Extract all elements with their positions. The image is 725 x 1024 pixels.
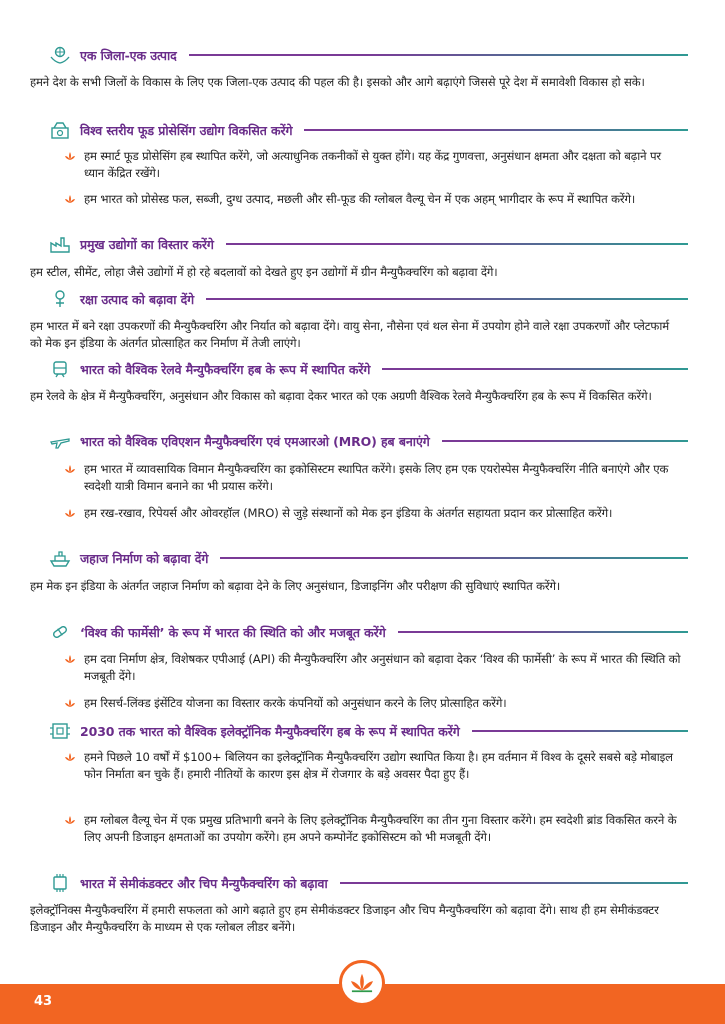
section-heading <box>48 621 688 643</box>
section-title: भारत को वैश्विक एविएशन मैन्युफैक्चरिंग एवं एमआरओ (MRO) हब बनाएंगे <box>80 433 430 449</box>
section-heading <box>48 288 688 310</box>
lotus-bullet-icon <box>64 464 76 474</box>
heading-rule <box>206 298 688 300</box>
bullet-text: हम रिसर्च-लिंक्ड इंसेंटिव योजना का विस्तार करके कंपनियों को अनुसंधान करने के लिए प्रोत्साहित करेंगे। <box>84 696 507 710</box>
heading-rule <box>398 631 688 633</box>
bullet-text: हम ग्लोबल वैल्यू चेन में एक प्रमुख प्रतिभागी बनने के लिए इलेक्ट्रॉनिक मैन्युफैक्चरिंग का तीन गुना विस्तार करेंगे। हम स्वदेशी ब्रांड विकसित करने के लिए अपनी डिजाइन क्षमताओं का उपयोग करेंगे। हम अपने कम्पोनेंट इकोसिस्टम को भी मजबूती देंगे। <box>84 813 677 844</box>
bullet-item <box>84 148 684 182</box>
lotus-bullet-icon <box>64 752 76 762</box>
heading-rule <box>304 129 688 131</box>
section-title: विश्व स्तरीय फूड प्रोसेसिंग उद्योग विकसित करेंगे <box>80 122 293 138</box>
page-number: 43 <box>34 994 53 1009</box>
defence-icon <box>48 288 72 310</box>
bullet-text: हम रख-रखाव, रिपेयर्स और ओवरहॉल (MRO) से जुड़े संस्थानों को मेक इन इंडिया के अंतर्गत सहायता प्रदान कर प्रोत्साहित करेंगे। <box>84 506 613 520</box>
section-title: प्रमुख उद्योगों का विस्तार करेंगे <box>80 236 214 252</box>
section-heading <box>48 720 688 742</box>
lotus-bullet-icon <box>64 815 76 825</box>
heading-rule <box>189 54 688 56</box>
heading-rule <box>382 368 688 370</box>
section-paragraph: हम भारत में बने रक्षा उपकरणों की मैन्युफैक्चरिंग और निर्यात को बढ़ावा देंगे। वायु सेना, नौसेना एवं थल सेना में उपयोग होने वाले रक्षा उपकरणों और प्लेटफार्म को मेक इन इंडिया के अंतर्गत प्रोत्साहित कर निर्माण में तेजी लाएंगे। <box>30 319 670 350</box>
food-processing-icon <box>48 119 72 141</box>
factory-icon <box>48 233 72 255</box>
section-title: रक्षा उत्पाद को बढ़ावा देंगे <box>80 291 195 307</box>
pharmacy-icon <box>48 621 72 643</box>
heading-rule <box>442 440 688 442</box>
lotus-bullet-icon <box>64 194 76 204</box>
bullet-item <box>84 749 684 783</box>
section-title: ‘विश्व की फार्मेसी’ के रूप में भारत की स्थिति को और मजबूत करेंगे <box>80 624 386 640</box>
lotus-logo-icon <box>348 972 376 994</box>
section-title: एक जिला-एक उत्पाद <box>80 47 177 63</box>
section-title: भारत को वैश्विक रेलवे मैन्युफैक्चरिंग हब के रूप में स्थापित करेंगे <box>80 361 371 377</box>
heading-rule <box>340 882 688 884</box>
section-heading <box>48 872 688 894</box>
section-heading <box>48 119 688 141</box>
section-title: भारत में सेमीकंडक्टर और चिप मैन्युफैक्चरिंग को बढ़ावा <box>80 875 328 891</box>
lotus-logo <box>339 960 385 1006</box>
heading-rule <box>226 243 688 245</box>
chip-icon <box>48 872 72 894</box>
lotus-bullet-icon <box>64 508 76 518</box>
section-heading <box>48 358 688 380</box>
section-paragraph: इलेक्ट्रॉनिक्स मैन्युफैक्चरिंग में हमारी सफलता को आगे बढ़ाते हुए हम सेमीकंडक्टर डिजाइन और चिप मैन्युफैक्चरिंग को बढ़ावा देंगे। साथ ही हम सेमीकंडक्टर डिजाइन और मैन्युफैक्चरिंग के माध्यम से एक ग्लोबल लीडर बनेंगे। <box>30 903 659 934</box>
section-paragraph: हम रेलवे के क्षेत्र में मैन्युफैक्चरिंग, अनुसंधान और विकास को बढ़ावा देकर भारत को एक अग्रणी वैश्विक रेलवे मैन्युफैक्चरिंग हब के रूप में विकसित करेंगे। <box>30 389 652 403</box>
bullet-text: हम स्मार्ट फूड प्रोसेसिंग हब स्थापित करेंगे, जो अत्याधुनिक तकनीकों से युक्त होंगे। यह केंद्र गुणवत्ता, अनुसंधान क्षमता और दक्षता को बढ़ाने पर ध्यान केंद्रित रखेंगे। <box>84 149 661 180</box>
section-heading <box>48 430 688 452</box>
section-heading <box>48 44 688 66</box>
section-title: जहाज निर्माण को बढ़ावा देंगे <box>80 550 209 566</box>
bullet-item <box>84 695 684 712</box>
section-paragraph: हम स्टील, सीमेंट, लोहा जैसे उद्योगों में हो रहे बदलावों को देखते हुए इन उद्योगों में ग्रीन मैन्युफैक्चरिंग को बढ़ावा देंगे। <box>30 265 498 279</box>
circuit-board-icon <box>48 720 72 742</box>
section-heading <box>48 233 688 255</box>
heading-rule <box>472 730 688 732</box>
bullet-item <box>84 651 684 685</box>
section-heading <box>48 547 688 569</box>
bullet-item <box>84 461 684 495</box>
aircraft-icon <box>48 430 72 452</box>
heading-rule <box>220 557 688 559</box>
bullet-text: हम भारत में व्यावसायिक विमान मैन्युफैक्चरिंग का इकोसिस्टम स्थापित करेंगे। इसके लिए हम एक एयरोस्पेस मैन्युफैक्चरिंग नीति बनाएंगे और एक स्वदेशी यात्री विमान बनाने का भी प्रयास करेंगे। <box>84 462 669 493</box>
lotus-bullet-icon <box>64 698 76 708</box>
bullet-text: हम दवा निर्माण क्षेत्र, विशेषकर एपीआई (API) की मैन्युफैक्चरिंग और अनुसंधान को बढ़ावा देकर ‘विश्व की फार्मेसी’ के रूप में भारत की स्थिति को मजबूती देंगे। <box>84 652 681 683</box>
section-paragraph: हम मेक इन इंडिया के अंतर्गत जहाज निर्माण को बढ़ावा देने के लिए अनुसंधान, डिजाइनिंग और परीक्षण की सुविधाएं स्थापित करेंगे। <box>30 579 561 593</box>
bullet-item <box>84 505 684 522</box>
section-paragraph: हमने देश के सभी जिलों के विकास के लिए एक जिला-एक उत्पाद की पहल की है। इसको और आगे बढ़ाएंगे जिससे पूरे देश में समावेशी विकास हो सके। <box>30 75 645 89</box>
bullet-item <box>84 812 684 846</box>
section-title: 2030 तक भारत को वैश्विक इलेक्ट्रॉनिक मैन्युफैक्चरिंग हब के रूप में स्थापित करेंगे <box>80 723 460 739</box>
bullet-item <box>84 191 684 208</box>
hands-with-globe-icon <box>48 44 72 66</box>
bullet-text: हमने पिछले 10 वर्षों में $100+ बिलियन का इलेक्ट्रॉनिक मैन्युफैक्चरिंग उद्योग स्थापित किया है। हम वर्तमान में विश्व के दूसरे सबसे बड़े मोबाइल फोन निर्माता बन चुके हैं। हमारी नीतियों के कारण इस क्षेत्र में रोजगार के बड़े अवसर पैदा हुए हैं। <box>84 750 673 781</box>
lotus-bullet-icon <box>64 151 76 161</box>
bullet-text: हम भारत को प्रोसेस्ड फल, सब्जी, दुग्ध उत्पाद, मछली और सी-फूड की ग्लोबल वैल्यू चेन में एक अहम् भागीदार के रूप में स्थापित करेंगे। <box>84 192 636 206</box>
train-icon <box>48 358 72 380</box>
ship-icon <box>48 547 72 569</box>
lotus-bullet-icon <box>64 654 76 664</box>
